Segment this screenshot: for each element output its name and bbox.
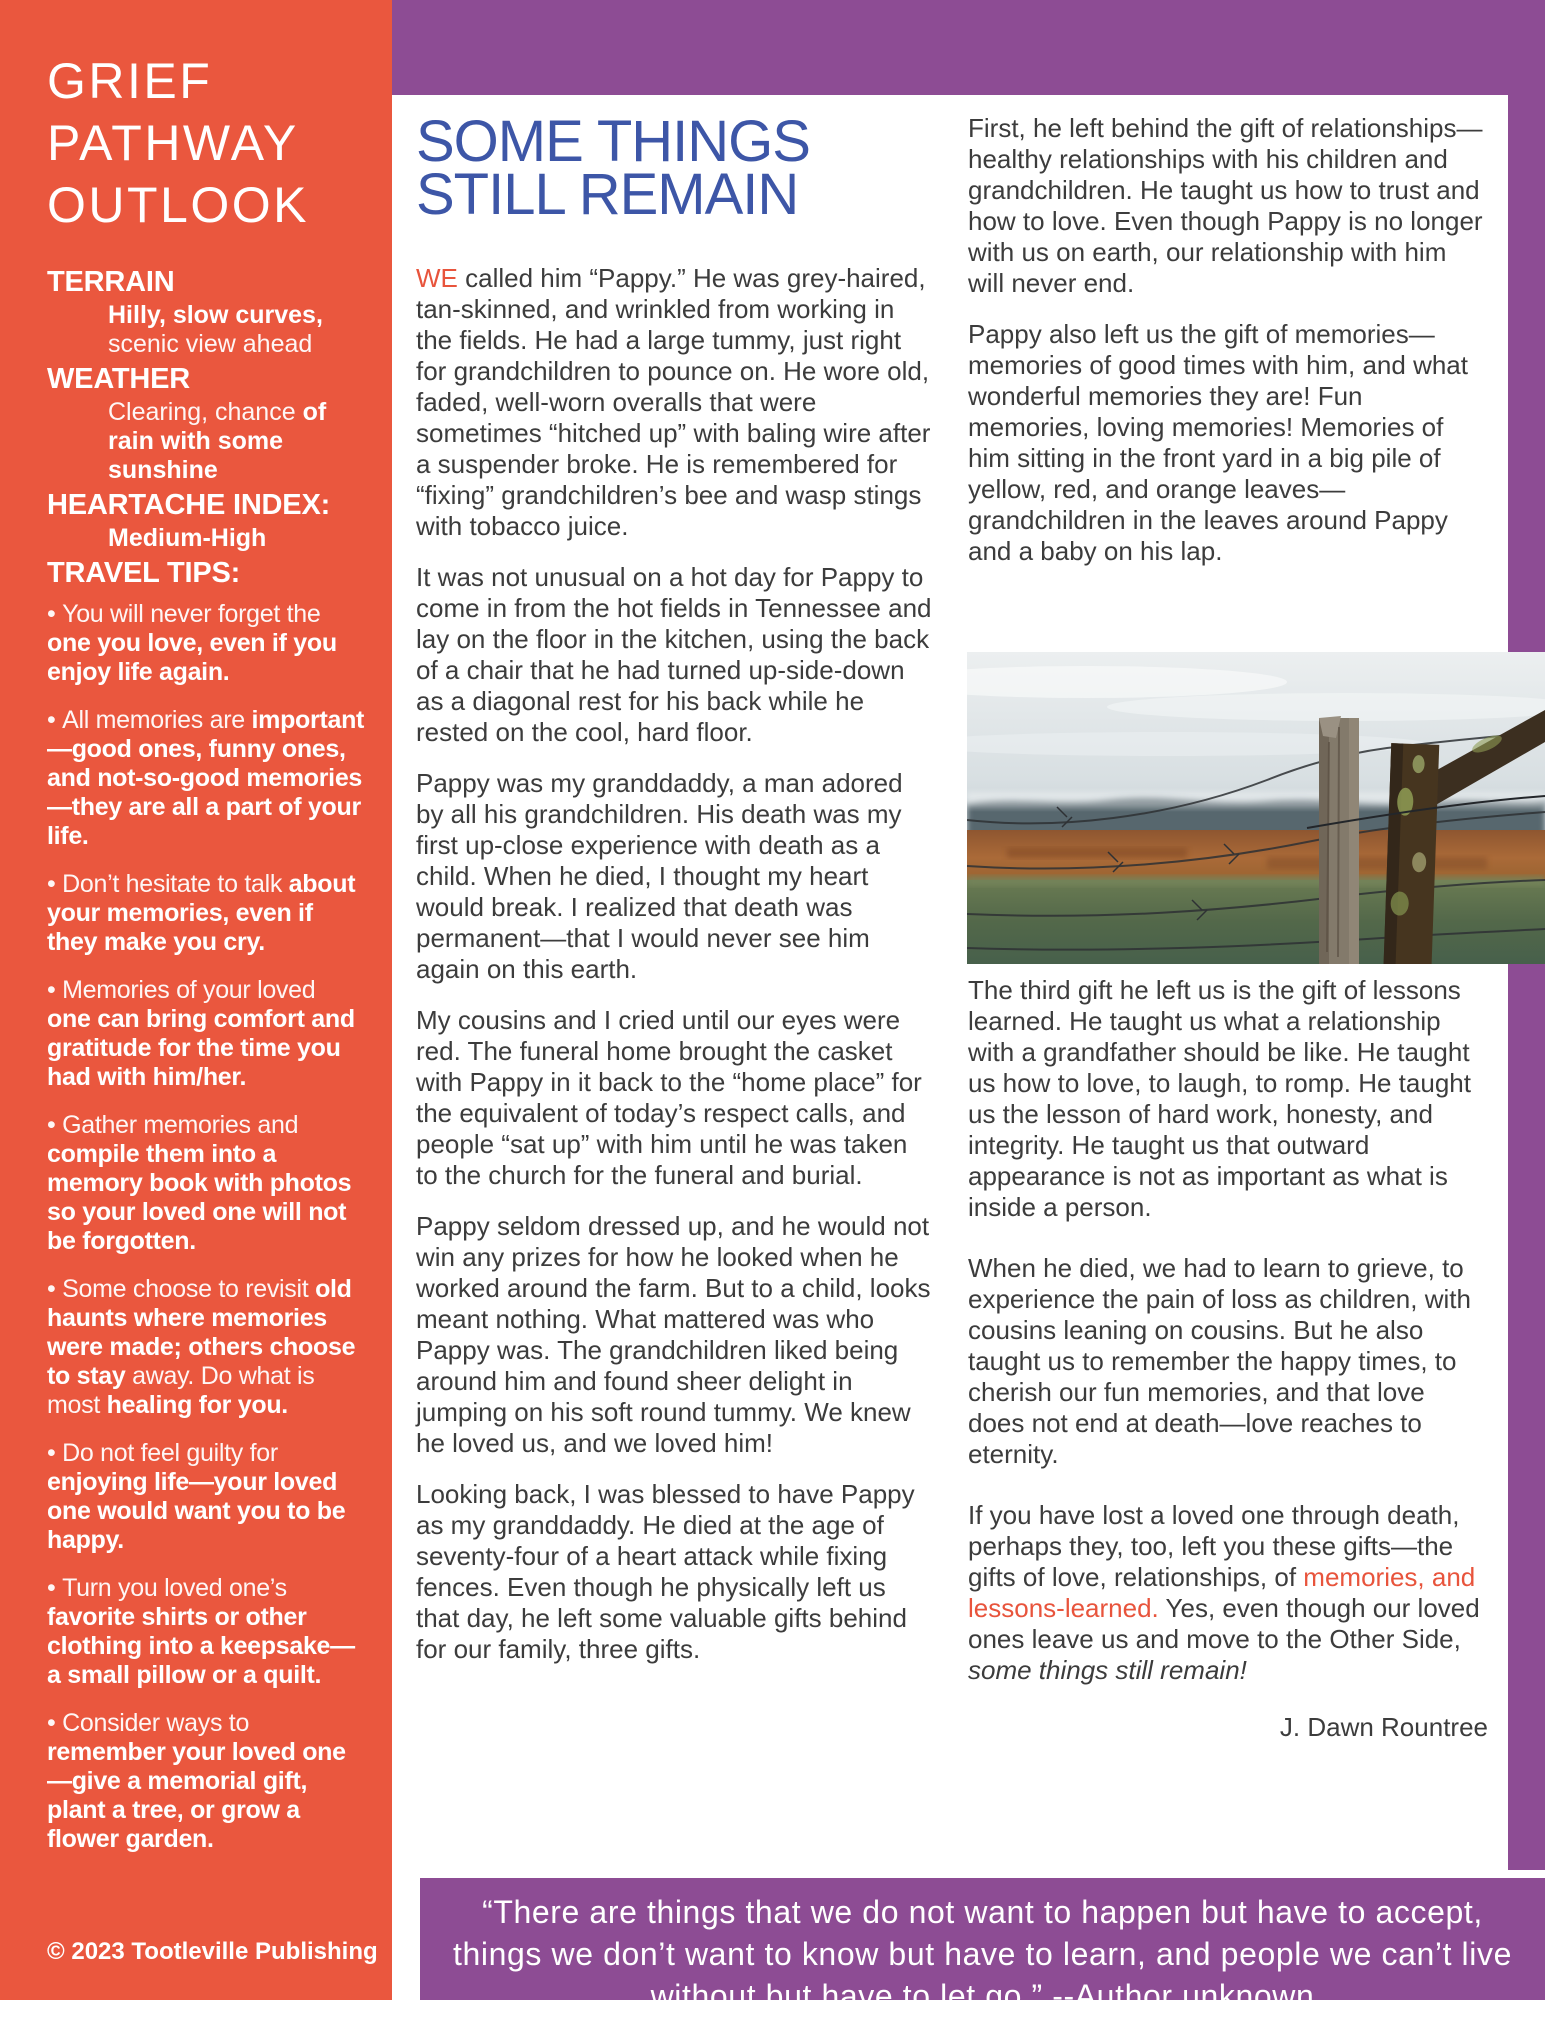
travel-tip	[47, 976, 365, 1092]
text-segment: First, he left behind the gift of relationships—healthy relationships with his children and grandchildren. He taught us how to trust and how to love. Even though Pappy is no longer with us on earth, our relationship with him will never end.	[968, 113, 1483, 298]
text-segment: old haunts where memories were made; others choose to stay	[47, 1275, 356, 1390]
article-title-line: STILL REMAIN	[416, 162, 799, 227]
text-segment: some things still remain!	[968, 1655, 1247, 1685]
section-value	[108, 398, 333, 485]
text-segment: Pappy also left us the gift of memories—memories of good times with him, and what wonderful memories they are! Fun memories, loving memories! Memories of him sitting in the front yard in a big pile of yellow, red, and orange leaves—grandchildren in the leaves around Pappy and a baby on his lap.	[968, 319, 1468, 566]
text-segment: Gather memories and	[62, 1111, 299, 1139]
article-paragraph	[968, 1500, 1488, 1686]
text-segment: of rain with some sunshine	[108, 398, 327, 484]
text-segment: Do not feel guilty for	[62, 1439, 278, 1467]
text-segment: Yes, even though our loved ones leave us and move to the Other Side,	[968, 1593, 1480, 1654]
text-segment: Don’t hesitate to talk	[62, 870, 289, 898]
photo-field-shadow	[1267, 857, 1487, 869]
text-segment: WE	[416, 263, 458, 293]
section-value	[108, 524, 333, 553]
travel-tip	[47, 1709, 365, 1854]
section-heading: HEARTACHE INDEX:	[47, 489, 331, 521]
fence-post-grey	[1319, 716, 1359, 964]
text-segment: scenic view ahead	[108, 330, 313, 358]
text-segment: Consider ways to	[62, 1709, 250, 1737]
sidebar-title	[47, 50, 366, 236]
text-segment: Medium-High	[108, 524, 267, 552]
text-segment: healing for you.	[106, 1391, 288, 1419]
text-segment: Hilly, slow curves,	[108, 301, 323, 329]
text-segment: called him “Pappy.” He was grey-haired, tan-skinned, and wrinkled from working in the fields. He had a large tummy, just right for grandchildren to pounce on. He wore old, faded, well-worn overalls that were sometimes “hitched up” with baling wire after a suspender broke. He is remembered for “fixing” grandchildren’s bee and wasp stings with tobacco juice.	[416, 263, 931, 541]
text-segment: one you love, even if you enjoy life again.	[47, 629, 337, 686]
article-column-2-bottom-paragraphs	[968, 975, 1488, 1686]
article-paragraph	[968, 319, 1488, 567]
travel-tip	[47, 706, 365, 851]
sidebar	[0, 0, 392, 2000]
article-column-1	[416, 263, 936, 1685]
article-paragraph	[416, 1211, 936, 1459]
fence-post-mossy	[1384, 743, 1440, 964]
text-segment: You will never forget the	[62, 600, 321, 628]
travel-tip	[47, 1111, 365, 1256]
article-paragraph	[968, 113, 1488, 299]
article-paragraph	[416, 1005, 936, 1191]
text-segment: about your memories, even if they make you cry.	[47, 870, 356, 956]
article-paragraph	[968, 975, 1488, 1223]
travel-tip	[47, 1574, 365, 1690]
article-paragraph	[416, 562, 936, 748]
text-segment: Looking back, I was blessed to have Pappy as my granddaddy. He died at the age of seventy-four of a heart attack while fixing fences. Even though he physically left us that day, he left some valuable gifts behind for our family, three gifts.	[416, 1479, 915, 1664]
text-segment: compile them into a memory book with photos so your loved one will not be forgotten.	[47, 1140, 352, 1255]
article-title	[416, 109, 810, 227]
article-card	[392, 95, 1508, 1870]
text-segment: It was not unusual on a hot day for Pappy to come in from the hot fields in Tennessee and lay on the floor in the kitchen, using the back of a chair that he had turned up-side-down as a diagonal rest for his back while he rested on the cool, hard floor.	[416, 562, 932, 747]
text-segment: favorite shirts or other clothing into a keepsake—a small pillow or a quilt.	[47, 1603, 355, 1689]
travel-tips-heading: TRAVEL TIPS:	[47, 557, 241, 589]
sidebar-section	[47, 363, 366, 485]
quote-line: “There are things that we do not want to happen but have to accept,	[482, 1894, 1483, 1930]
section-value	[108, 301, 333, 359]
text-segment: important—good ones, funny ones, and not-so-good memories—they are all a part of your life.	[47, 706, 365, 850]
travel-tip	[47, 600, 365, 687]
text-segment: one can bring comfort and gratitude for the time you had with him/her.	[47, 1005, 355, 1091]
text-segment: Memories of your loved	[62, 976, 316, 1004]
text-segment: Clearing, chance	[108, 398, 303, 426]
quote-lines	[420, 1891, 1545, 2017]
article-title-line: SOME THINGS	[416, 109, 810, 174]
sidebar-sections	[47, 266, 366, 553]
photo-field-shadow	[1007, 848, 1187, 858]
copyright: © 2023 Tootleville Publishing	[47, 1938, 378, 1965]
purple-right-band	[1508, 95, 1545, 1870]
purple-top-band	[392, 0, 1545, 95]
sidebar-title-line: GRIEF	[47, 53, 213, 109]
text-segment: Pappy was my granddaddy, a man adored by all his grandchildren. His death was my first up-close experience with death as a child. When he died, I thought my heart would break. I realized that death was permanent—that I would never see him again on this earth.	[416, 768, 903, 984]
quote-line: things we don’t want to know but have to learn, and people we can’t live	[453, 1936, 1512, 1972]
article-paragraph	[416, 263, 936, 542]
text-segment: If you have lost a loved one through death, perhaps they, too, left you these gifts—the gifts of love, relationships, of	[968, 1500, 1460, 1592]
text-segment: The third gift he left us is the gift of lessons learned. He taught us what a relationship with a grandfather should be like. He taught us how to love, to laugh, to romp. He taught us the lesson of hard work, honesty, and integrity. He taught us that outward appearance is not as important as what is inside a person.	[968, 975, 1471, 1222]
section-heading: TERRAIN	[47, 266, 175, 298]
fence-field-photo	[967, 652, 1545, 964]
text-segment: Some choose to revisit	[62, 1275, 316, 1303]
travel-tip	[47, 1439, 365, 1555]
article-column-2-top	[968, 113, 1488, 587]
text-segment: remember your loved one—give a memorial gift, plant a tree, or grow a flower garden.	[47, 1738, 346, 1853]
travel-tips-list	[47, 600, 366, 1854]
sidebar-section	[47, 489, 366, 553]
article-column-2-bottom	[968, 975, 1488, 1743]
article-paragraph	[968, 1253, 1488, 1470]
text-segment: When he died, we had to learn to grieve, to experience the pain of loss as children, with cousins leaning on cousins. But he also taught us to remember the happy times, to cherish our fun memories, and that love does not end at death—love reaches to eternity.	[968, 1253, 1471, 1469]
photo-grass	[967, 880, 1545, 964]
travel-tip	[47, 870, 365, 957]
text-segment: enjoying life—your loved one would want you to be happy.	[47, 1468, 346, 1554]
quote-line: without but have to let go.” --Author unknown	[650, 1978, 1315, 2014]
text-segment: away. Do what is most	[47, 1362, 315, 1419]
sidebar-title-line: PATHWAY	[47, 115, 299, 171]
travel-tip	[47, 1275, 365, 1420]
article-paragraph	[416, 1479, 936, 1665]
text-segment: Turn you loved one’s	[62, 1574, 287, 1602]
text-segment: Pappy seldom dressed up, and he would not win any prizes for how he looked when he worked around the farm. But to a child, looks meant nothing. What mattered was who Pappy was. The grandchildren liked being around him and found sheer delight in jumping on his soft round tummy. We knew he loved us, and we loved him!	[416, 1211, 931, 1458]
quote-band	[420, 1878, 1545, 2014]
text-segment: My cousins and I cried until our eyes were red. The funeral home brought the casket with Pappy in it back to the “home place” for the equivalent of today’s respect calls, and people “sat up” with him until he was taken to the church for the funeral and burial.	[416, 1005, 922, 1190]
section-heading: WEATHER	[47, 363, 191, 395]
sidebar-title-line: OUTLOOK	[47, 177, 309, 233]
article-paragraph	[416, 768, 936, 985]
author-byline: J. Dawn Rountree	[1279, 1712, 1488, 1742]
text-segment: memories, and lessons-learned.	[968, 1562, 1476, 1623]
text-segment: All memories are	[62, 706, 252, 734]
sidebar-section	[47, 266, 366, 359]
